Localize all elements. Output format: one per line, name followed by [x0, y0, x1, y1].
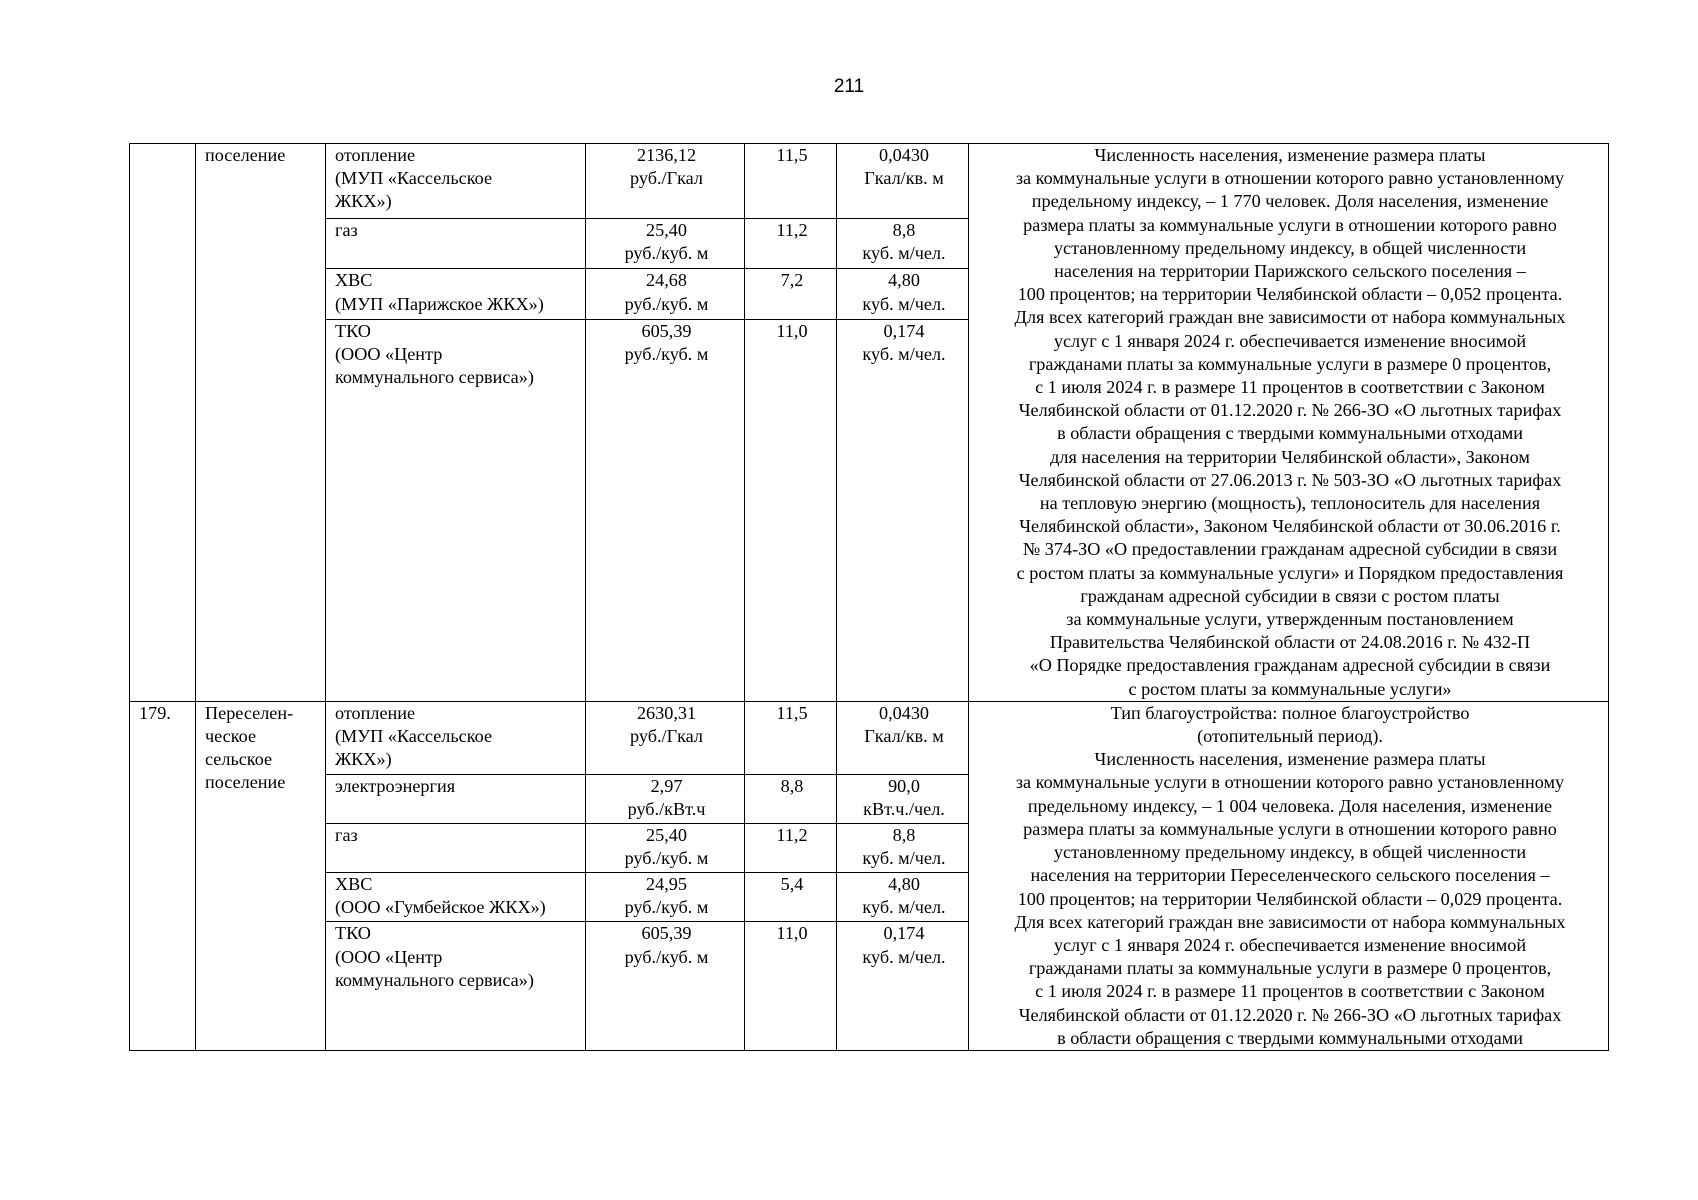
note-text-line: с 1 июля 2024 г. в размере 11 процентов в соответствии с Законом [1035, 981, 1545, 1002]
service-name [326, 922, 586, 1051]
service-name-line: электроэнергия [335, 776, 456, 797]
note-text-line: на тепловую энергию (мощность), теплоноситель для населения [1039, 493, 1541, 514]
consumption-volume-line: Гкал/кв. м [864, 726, 944, 747]
settlement-name-line: поселение [205, 772, 286, 793]
index-value: 8,8 [745, 775, 837, 824]
consumption-volume-line: 0,0430 [878, 145, 929, 165]
service-name-line: газ [335, 219, 358, 240]
consumption-volume-line: 0,174 [883, 923, 925, 944]
settlement-name-line: поселение [205, 145, 286, 165]
tariff-value [586, 218, 745, 268]
service-name-line: ТКО [335, 320, 371, 341]
note-text-line: за коммунальные услуги в отношении которого равно установленному [1015, 168, 1565, 189]
service-name-line: коммунального сервиса») [335, 367, 534, 388]
tariff-value-line: руб./кВт.ч [627, 799, 706, 820]
consumption-volume-line: 4,80 [888, 874, 920, 895]
service-name [326, 701, 586, 774]
tariff-value-line: руб./Гкал [630, 726, 703, 747]
note-text-line: Численность населения, изменение размера платы [1094, 749, 1486, 770]
table-row [130, 144, 1609, 219]
note-text-line: для населения на территории Челябинской области», Законом [1050, 446, 1530, 467]
settlement-name [196, 701, 326, 1050]
note-text-line: 100 процентов; на территории Челябинской области – 0,052 процента. [1017, 284, 1563, 305]
service-name [326, 775, 586, 824]
tariff-value-line: 2,97 [650, 776, 683, 797]
note-text-line: за коммунальные услуги, утвержденным постановлением [1066, 609, 1514, 630]
consumption-volume [837, 701, 969, 774]
note-text-line: гражданами платы за коммунальные услуги в размере 0 процентов, [1028, 958, 1552, 979]
note-text-line: в области обращения с твердыми коммунальными отходами [1057, 423, 1523, 444]
note-text-line: № 374-ЗО «О предоставлении гражданам адресной субсидии в связи [1022, 539, 1558, 560]
index-value: 5,4 [745, 873, 837, 922]
note-text [969, 701, 1609, 1050]
consumption-volume-line: 8,8 [892, 825, 916, 846]
tariff-value [586, 922, 745, 1051]
note-text-line: установленному предельному индексу, в общей численности [1053, 237, 1527, 258]
note-text-line: Челябинской области от 01.12.2020 г. № 266-ЗО «О льготных тарифах [1018, 400, 1562, 421]
index-value: 11,0 [745, 319, 837, 701]
service-name-line: (ООО «Центр [335, 946, 443, 967]
note-text-line: с ростом платы за коммунальные услуги» [1128, 678, 1452, 699]
tariff-value [586, 775, 745, 824]
note-text-line: размера платы за коммунальные услуги в отношении которого равно [1023, 818, 1557, 839]
note-text-line: услуг с 1 января 2024 г. обеспечивается изменение вносимой [1053, 934, 1527, 955]
service-name-line: (МУП «Кассельское [335, 168, 493, 189]
settlement-name [196, 144, 326, 702]
index-value: 11,5 [745, 701, 837, 774]
service-name-line: отопление [335, 702, 416, 723]
note-text-line: в области обращения с твердыми коммунальными отходами [1057, 1027, 1523, 1048]
service-name-line: (МУП «Парижское ЖКХ») [335, 293, 544, 314]
tariff-value-line: 605,39 [641, 923, 692, 944]
consumption-volume-line: 0,174 [883, 320, 925, 341]
page-number: 211 [833, 76, 865, 97]
settlement-name-line: сельское [205, 749, 273, 770]
note-text [969, 144, 1609, 702]
consumption-volume-line: 0,0430 [878, 702, 929, 723]
service-name [326, 824, 586, 873]
settlement-name-line: Переселен- [205, 702, 294, 723]
note-text-line: «О Порядке предоставления гражданам адресной субсидии в связи [1029, 655, 1551, 676]
settlement-name-line: ческое [205, 726, 257, 747]
service-name-line: (ООО «Центр [335, 343, 443, 364]
service-name-line: коммунального сервиса») [335, 969, 534, 990]
consumption-volume-line: 8,8 [892, 219, 916, 240]
note-text-line: предельному индексу, – 1 770 человек. Доля населения, изменение [1031, 191, 1549, 212]
consumption-volume-line: 4,80 [888, 270, 920, 291]
note-text-line: с ростом платы за коммунальные услуги» и Порядком предоставления [1016, 562, 1564, 583]
consumption-volume-line: 90,0 [888, 776, 920, 797]
note-text-line: населения на территории Переселенческого сельского поселения – [1030, 865, 1550, 886]
consumption-volume [837, 873, 969, 922]
tariff-value-line: 24,95 [646, 874, 687, 895]
consumption-volume-line: куб. м/чел. [862, 897, 946, 918]
consumption-volume-line: куб. м/чел. [862, 848, 946, 869]
note-text-line: Правительства Челябинской области от 24.08.2016 г. № 432-П [1049, 632, 1531, 653]
index-value: 11,2 [745, 824, 837, 873]
tariff-value [586, 701, 745, 774]
tariff-value-line: 2630,31 [636, 702, 697, 723]
consumption-volume-line: кВт.ч./чел. [863, 799, 945, 820]
consumption-volume [837, 144, 969, 219]
note-text-line: гражданам адресной субсидии в связи с ростом платы [1080, 585, 1500, 606]
note-text-line: Тип благоустройства: полное благоустройство [1110, 702, 1470, 723]
service-name [326, 218, 586, 268]
note-text-line: установленному предельному индексу, в общей численности [1053, 842, 1527, 863]
service-name [326, 269, 586, 319]
consumption-volume-line: куб. м/чел. [862, 243, 946, 264]
tariff-value [586, 319, 745, 701]
index-value: 7,2 [745, 269, 837, 319]
tariff-value-line: руб./Гкал [630, 168, 703, 189]
service-name-line: ТКО [335, 923, 371, 944]
index-value: 11,5 [745, 144, 837, 219]
service-name [326, 873, 586, 922]
tariff-value-line: руб./куб. м [624, 293, 709, 314]
service-name-line: (МУП «Кассельское [335, 726, 493, 747]
tariff-value [586, 269, 745, 319]
service-name-line: газ [335, 825, 358, 846]
note-text-line: услуг с 1 января 2024 г. обеспечивается изменение вносимой [1053, 330, 1527, 351]
consumption-volume [837, 269, 969, 319]
service-name-line: ЖКХ») [335, 191, 392, 212]
consumption-volume [837, 218, 969, 268]
service-name-line: ХВС [335, 874, 373, 895]
tariff-value-line: 25,40 [646, 825, 687, 846]
note-text-line: с 1 июля 2024 г. в размере 11 процентов в соответствии с Законом [1035, 377, 1545, 398]
tariff-value-line: руб./куб. м [624, 343, 709, 364]
tariff-value-line: 605,39 [641, 320, 692, 341]
tariff-value [586, 873, 745, 922]
note-text-line: Для всех категорий граждан вне зависимости от набора коммунальных [1014, 911, 1566, 932]
tariff-value-line: руб./куб. м [624, 243, 709, 264]
row-number [130, 144, 196, 702]
service-name-line: (ООО «Гумбейское ЖКХ») [335, 897, 546, 918]
note-text-line: за коммунальные услуги в отношении которого равно установленному [1015, 772, 1565, 793]
consumption-volume-line: куб. м/чел. [862, 293, 946, 314]
note-text-line: предельному индексу, – 1 004 человека. Доля населения, изменение [1027, 795, 1553, 816]
service-name-line: ХВС [335, 270, 373, 291]
tariff-value-line: руб./куб. м [624, 848, 709, 869]
tariff-value-line: 2136,12 [636, 145, 697, 165]
consumption-volume-line: Гкал/кв. м [864, 168, 944, 189]
tariff-value-line: руб./куб. м [624, 897, 709, 918]
index-value: 11,2 [745, 218, 837, 268]
tariff-value-line: руб./куб. м [624, 946, 709, 967]
tariff-value [586, 144, 745, 219]
consumption-volume [837, 922, 969, 1051]
note-text-line: гражданами платы за коммунальные услуги в размере 0 процентов, [1028, 353, 1552, 374]
row-number: 179. [130, 701, 196, 1050]
service-name [326, 144, 586, 219]
tariff-table [129, 143, 1609, 1051]
consumption-volume [837, 824, 969, 873]
tariff-value-line: 25,40 [646, 219, 687, 240]
consumption-volume-line: куб. м/чел. [862, 946, 946, 967]
consumption-volume [837, 775, 969, 824]
note-text-line: Для всех категорий граждан вне зависимости от набора коммунальных [1014, 307, 1566, 328]
note-text-line: Челябинской области от 27.06.2013 г. № 503-ЗО «О льготных тарифах [1018, 469, 1562, 490]
index-value: 11,0 [745, 922, 837, 1051]
service-name-line: ЖКХ») [335, 749, 392, 770]
note-text-line: Челябинской области от 01.12.2020 г. № 266-ЗО «О льготных тарифах [1018, 1004, 1562, 1025]
consumption-volume-line: куб. м/чел. [862, 343, 946, 364]
service-name [326, 319, 586, 701]
note-text-line: Челябинской области», Законом Челябинской области от 30.06.2016 г. [1019, 516, 1561, 537]
note-text-line: 100 процентов; на территории Челябинской области – 0,029 процента. [1017, 888, 1563, 909]
tariff-value-line: 24,68 [646, 270, 687, 291]
tariff-value [586, 824, 745, 873]
tariff-table-body [130, 144, 1609, 1051]
table-row [130, 701, 1609, 774]
consumption-volume [837, 319, 969, 701]
service-name-line: отопление [335, 145, 416, 165]
note-text-line: Численность населения, изменение размера платы [1094, 145, 1486, 165]
note-text-line: размера платы за коммунальные услуги в отношении которого равно [1023, 214, 1557, 235]
note-text-line: населения на территории Парижского сельского поселения – [1054, 261, 1526, 282]
note-text-line: (отопительный период). [1197, 726, 1383, 747]
